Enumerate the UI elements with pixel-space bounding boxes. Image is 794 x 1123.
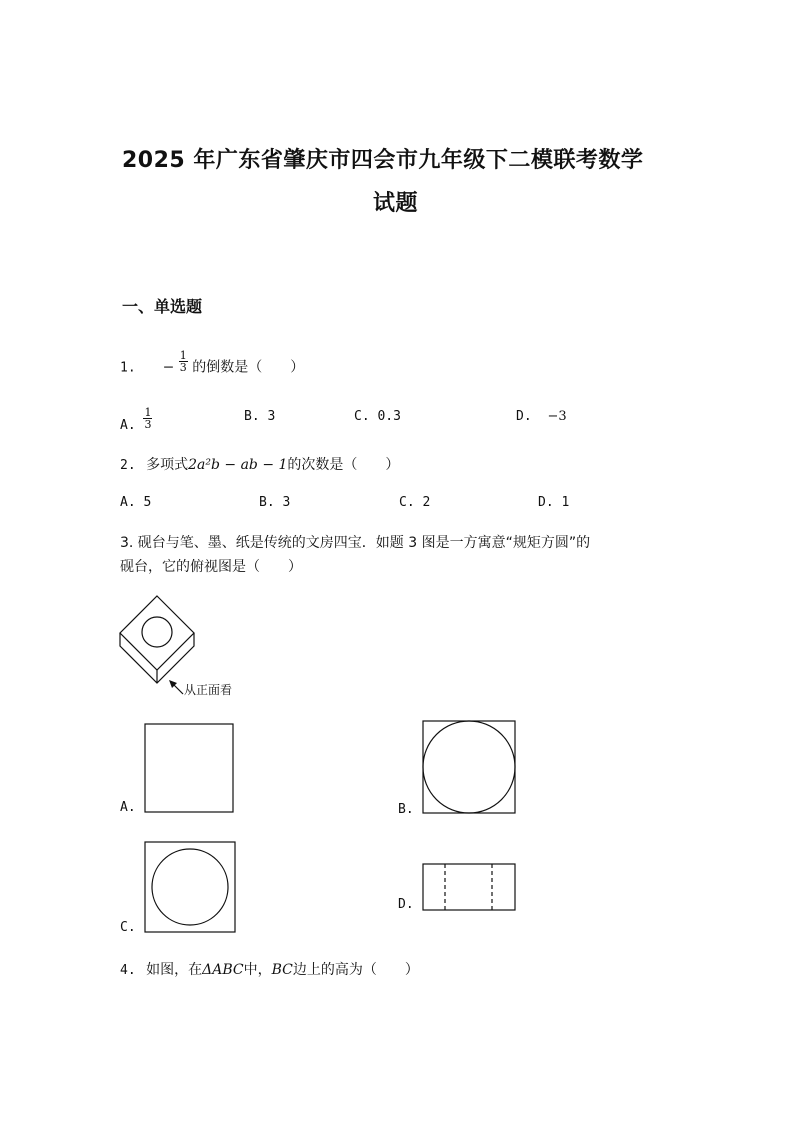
neg-sign: −: [162, 359, 175, 376]
option-a[interactable]: A. 5: [120, 495, 152, 510]
document-title-line1: 2025 年广东省肇庆市四会市九年级下二模联考数学: [122, 148, 644, 173]
option-b[interactable]: B. 3: [259, 495, 291, 510]
option-a-label[interactable]: A.: [120, 800, 136, 815]
question-number: 1.: [120, 360, 136, 376]
question-number: 2.: [120, 458, 136, 473]
question-4: [120, 959, 419, 979]
option-d-value: −3: [547, 409, 567, 424]
option-c[interactable]: C. 2: [399, 495, 431, 510]
fraction-denominator: 3: [144, 418, 152, 431]
document-title-line2: 试题: [373, 191, 419, 216]
option-d[interactable]: D. 1: [538, 495, 570, 510]
question-3-line1: 3. 砚台与笔、墨、纸是传统的文房四宝．如题 3 图是一方寓意“规矩方圆”的: [120, 535, 591, 551]
question-text-suffix: 的次数是（ ）: [287, 457, 400, 473]
option-d-label[interactable]: D.: [398, 897, 414, 912]
question-number: 4.: [120, 963, 136, 978]
question-text-part1: 如图，在: [146, 962, 203, 978]
figure-caption: 从正面看: [184, 683, 233, 697]
fraction-denominator: 3: [179, 361, 187, 374]
fraction-numerator: 1: [144, 406, 152, 419]
option-b-label[interactable]: B.: [398, 802, 414, 817]
option-d-label: D.: [516, 409, 532, 424]
question-text-part3: 边上的高为（ ）: [292, 962, 419, 978]
question-text: 的倒数是（ ）: [192, 359, 305, 376]
triangle-name: ΔABC: [202, 962, 244, 978]
side-name: BC: [271, 962, 293, 978]
section-heading: 一、单选题: [122, 297, 203, 316]
polynomial-expression: 2a²b − ab − 1: [188, 457, 288, 473]
question-text-part2: 中，: [243, 962, 272, 978]
fraction-numerator: 1: [179, 349, 187, 362]
question-text-prefix: 多项式: [146, 457, 189, 473]
option-b[interactable]: B. 3: [244, 409, 276, 424]
question-3-line2: 砚台，它的俯视图是（ ）: [120, 559, 302, 575]
option-c[interactable]: C. 0.3: [354, 409, 401, 424]
option-a-label: A.: [120, 418, 136, 433]
option-c-label[interactable]: C.: [120, 920, 136, 935]
